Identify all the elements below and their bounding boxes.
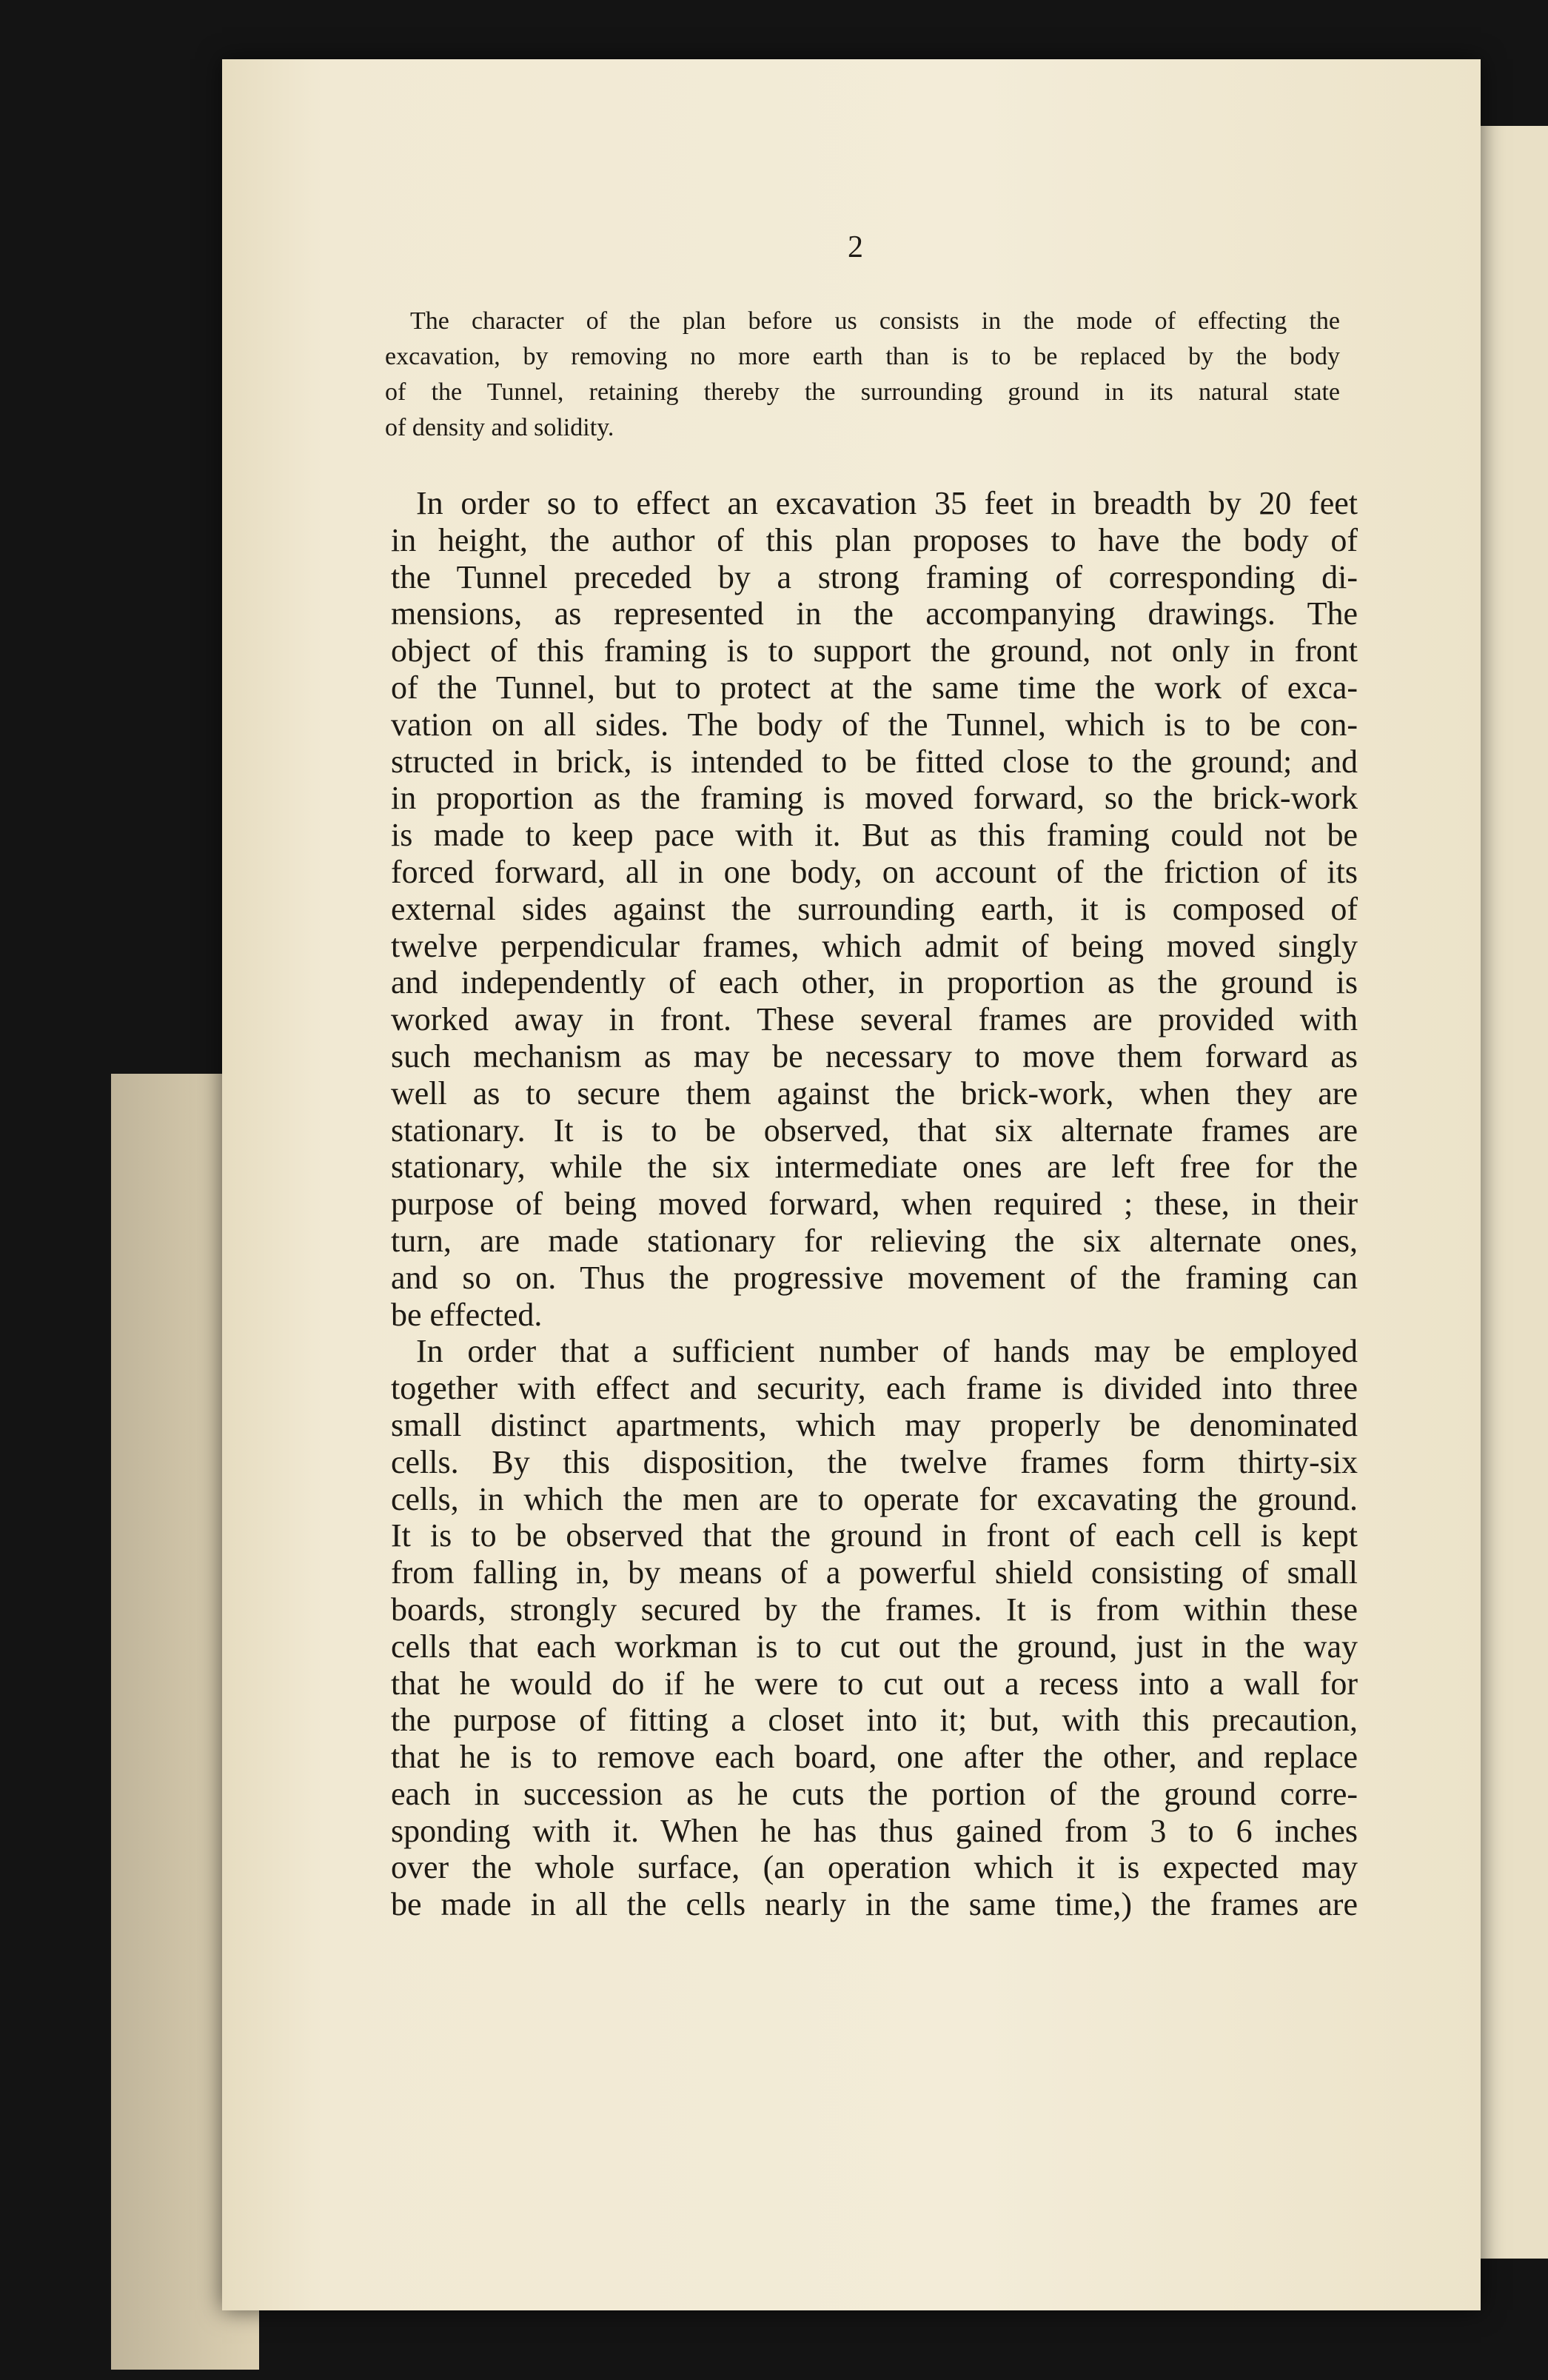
text-line: and independently of each other, in proportion as the ground is xyxy=(391,964,1358,1001)
text-line: boards, strongly secured by the frames. It is from within these xyxy=(391,1591,1358,1628)
text-line: each in succession as he cuts the portion of the ground corre- xyxy=(391,1775,1358,1812)
text-line: turn, are made stationary for relieving the six alternate ones, xyxy=(391,1222,1358,1259)
text-line: It is to be observed that the ground in front of each cell is kept xyxy=(391,1517,1358,1554)
text-line: cells. By this disposition, the twelve frames form thirty-six xyxy=(391,1443,1358,1480)
text-line: that he would do if he were to cut out a recess into a wall for xyxy=(391,1665,1358,1702)
text-line: stationary. It is to be observed, that six alternate frames are xyxy=(391,1112,1358,1149)
text-line: of the Tunnel, but to protect at the same time the work of exca- xyxy=(391,669,1358,706)
text-line: small distinct apartments, which may properly be denominated xyxy=(391,1406,1358,1443)
text-line: be made in all the cells nearly in the same time,) the frames are xyxy=(391,1886,1358,1923)
text-line: together with effect and security, each frame is divided into three xyxy=(391,1370,1358,1407)
text-line: in proportion as the framing is moved forward, so the brick-work xyxy=(391,780,1358,817)
text-line: object of this framing is to support the ground, not only in front xyxy=(391,632,1358,669)
text-line: external sides against the surrounding earth, it is composed of xyxy=(391,890,1358,927)
text-line: the Tunnel preceded by a strong framing of corresponding di- xyxy=(391,558,1358,595)
text-line: and so on. Thus the progressive movement of the framing can xyxy=(391,1259,1358,1296)
lead-paragraph xyxy=(385,304,1340,446)
text-line: be effected. xyxy=(391,1296,543,1333)
text-line: forced forward, all in one body, on account of the friction of its xyxy=(391,853,1358,890)
text-line: of the Tunnel, retaining thereby the surrounding ground in its natural state xyxy=(385,378,1340,406)
text-line: from falling in, by means of a powerful shield consisting of small xyxy=(391,1554,1358,1591)
text-line: In order so to effect an excavation 35 feet in breadth by 20 feet xyxy=(416,485,1358,521)
text-line: stationary, while the six intermediate ones are left free for the xyxy=(391,1149,1358,1186)
text-line: The character of the plan before us consists in the mode of effecting the xyxy=(410,307,1340,335)
text-line: over the whole surface, (an operation which it is expected may xyxy=(391,1849,1358,1886)
paragraph-2 xyxy=(391,1333,1358,1923)
text-line: In order that a sufficient number of hands may be employed xyxy=(416,1333,1358,1370)
text-line: vation on all sides. The body of the Tunnel, which is to be con- xyxy=(391,706,1358,743)
text-line: cells, in which the men are to operate for excavating the ground. xyxy=(391,1480,1358,1517)
text-line: in height, the author of this plan proposes to have the body of xyxy=(391,521,1358,558)
text-line: is made to keep pace with it. But as this framing could not be xyxy=(391,817,1358,854)
page-number: 2 xyxy=(848,230,863,264)
text-line: excavation, by removing no more earth than is to be replaced by the body xyxy=(385,343,1340,370)
text-line: purpose of being moved forward, when required ; these, in their xyxy=(391,1186,1358,1223)
text-line: well as to secure them against the brick-work, when they are xyxy=(391,1074,1358,1112)
text-line: such mechanism as may be necessary to move them forward as xyxy=(391,1037,1358,1074)
text-line: worked away in front. These several frames are provided with xyxy=(391,1001,1358,1038)
text-line: cells that each workman is to cut out the ground, just in the way xyxy=(391,1628,1358,1665)
text-line: of density and solidity. xyxy=(385,414,614,441)
text-line: that he is to remove each board, one after the other, and replace xyxy=(391,1739,1358,1776)
paragraph-1 xyxy=(391,485,1358,1333)
body-text xyxy=(391,485,1358,1923)
text-line: mensions, as represented in the accompanying drawings. The xyxy=(391,595,1358,632)
text-line: the purpose of fitting a closet into it; but, with this precaution, xyxy=(391,1702,1358,1739)
facing-page-edge xyxy=(1473,126,1548,2259)
text-line: twelve perpendicular frames, which admit of being moved singly xyxy=(391,927,1358,964)
text-line: sponding with it. When he has thus gained from 3 to 6 inches xyxy=(391,1812,1358,1849)
text-line: structed in brick, is intended to be fitted close to the ground; and xyxy=(391,743,1358,780)
